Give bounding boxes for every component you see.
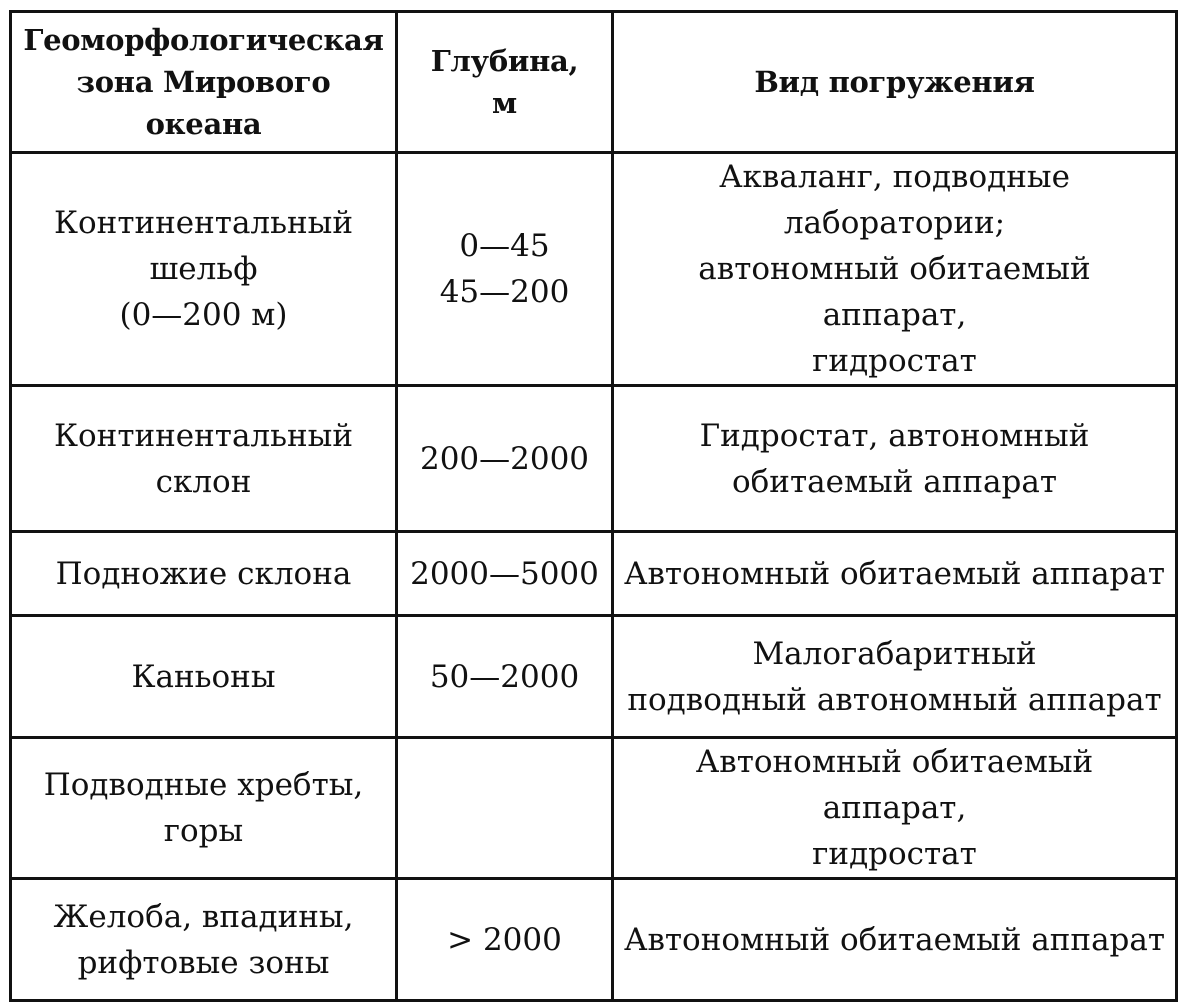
header-depth: Глубина, м [397, 12, 613, 153]
table-row [11, 879, 1177, 1001]
depth-cell: > 2000 [397, 879, 613, 1001]
dive-type-cell: Гидростат, автономный обитаемый аппарат [613, 386, 1177, 532]
header-zone: Геоморфологическая зона Мирового океана [11, 12, 397, 153]
zone-cell: Подводные хребты, горы [11, 738, 397, 879]
zone-cell: Континентальный шельф (0—200 м) [11, 153, 397, 386]
table-row [11, 738, 1177, 879]
depth-cell: 2000—5000 [397, 532, 613, 616]
depth-cell: 50—2000 [397, 616, 613, 738]
table-row [11, 153, 1177, 386]
depth-cell: 200—2000 [397, 386, 613, 532]
dive-type-cell: Малогабаритный подводный автономный аппарат [613, 616, 1177, 738]
ocean-zones-table [9, 10, 1178, 1002]
table-header-row [11, 12, 1177, 153]
dive-type-cell: Автономный обитаемый аппарат, гидростат [613, 738, 1177, 879]
zone-cell: Желоба, впадины, рифтовые зоны [11, 879, 397, 1001]
depth-cell: 0—45 45—200 [397, 153, 613, 386]
table-row [11, 386, 1177, 532]
zone-cell: Каньоны [11, 616, 397, 738]
depth-cell [397, 738, 613, 879]
header-dive-type: Вид погружения [613, 12, 1177, 153]
dive-type-cell: Автономный обитаемый аппарат [613, 532, 1177, 616]
dive-type-cell: Акваланг, подводные лаборатории; автономный обитаемый аппарат, гидростат [613, 153, 1177, 386]
zone-cell: Подножие склона [11, 532, 397, 616]
table-row [11, 532, 1177, 616]
zone-cell: Континентальный склон [11, 386, 397, 532]
table-row [11, 616, 1177, 738]
dive-type-cell: Автономный обитаемый аппарат [613, 879, 1177, 1001]
